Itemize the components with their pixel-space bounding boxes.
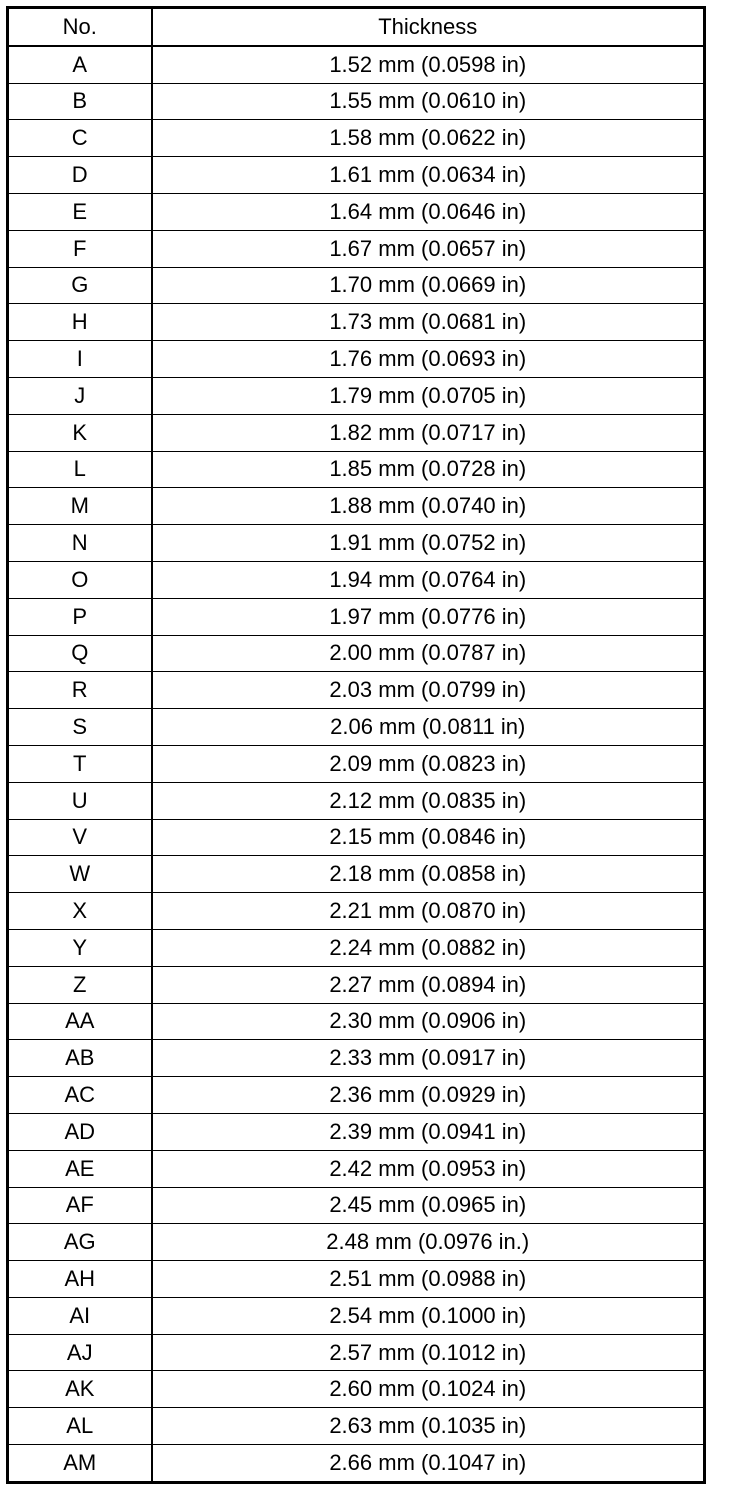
cell-thickness: 1.82 mm (0.0717 in) xyxy=(152,414,705,451)
cell-thickness: 2.60 mm (0.1024 in) xyxy=(152,1371,705,1408)
cell-no: AL xyxy=(8,1408,152,1445)
cell-no: Z xyxy=(8,966,152,1003)
cell-thickness: 2.21 mm (0.0870 in) xyxy=(152,893,705,930)
table-row xyxy=(8,1297,705,1334)
cell-thickness: 2.30 mm (0.0906 in) xyxy=(152,1003,705,1040)
table-row xyxy=(8,782,705,819)
table-row xyxy=(8,1334,705,1371)
cell-thickness: 1.52 mm (0.0598 in) xyxy=(152,46,705,83)
thickness-table xyxy=(6,6,706,1484)
cell-thickness: 1.76 mm (0.0693 in) xyxy=(152,341,705,378)
table-row xyxy=(8,451,705,488)
table-row xyxy=(8,1150,705,1187)
table-row xyxy=(8,46,705,83)
cell-thickness: 2.00 mm (0.0787 in) xyxy=(152,635,705,672)
cell-thickness: 2.66 mm (0.1047 in) xyxy=(152,1445,705,1483)
cell-thickness: 2.57 mm (0.1012 in) xyxy=(152,1334,705,1371)
cell-thickness: 1.67 mm (0.0657 in) xyxy=(152,230,705,267)
table-row xyxy=(8,561,705,598)
cell-no: AB xyxy=(8,1040,152,1077)
table-row xyxy=(8,1040,705,1077)
table-row xyxy=(8,1077,705,1114)
table-row xyxy=(8,304,705,341)
cell-no: K xyxy=(8,414,152,451)
cell-thickness: 2.45 mm (0.0965 in) xyxy=(152,1187,705,1224)
cell-thickness: 2.36 mm (0.0929 in) xyxy=(152,1077,705,1114)
table-row xyxy=(8,120,705,157)
cell-thickness: 2.09 mm (0.0823 in) xyxy=(152,745,705,782)
cell-thickness: 2.51 mm (0.0988 in) xyxy=(152,1261,705,1298)
cell-no: R xyxy=(8,672,152,709)
cell-thickness: 2.15 mm (0.0846 in) xyxy=(152,819,705,856)
table-row xyxy=(8,525,705,562)
table-row xyxy=(8,745,705,782)
cell-no: S xyxy=(8,709,152,746)
cell-thickness: 1.61 mm (0.0634 in) xyxy=(152,157,705,194)
cell-no: P xyxy=(8,598,152,635)
cell-thickness: 2.33 mm (0.0917 in) xyxy=(152,1040,705,1077)
cell-no: Y xyxy=(8,929,152,966)
table-row xyxy=(8,1445,705,1483)
cell-no: M xyxy=(8,488,152,525)
cell-thickness: 1.55 mm (0.0610 in) xyxy=(152,83,705,120)
cell-no: E xyxy=(8,193,152,230)
table-row xyxy=(8,83,705,120)
cell-no: I xyxy=(8,341,152,378)
cell-no: J xyxy=(8,377,152,414)
cell-thickness: 2.54 mm (0.1000 in) xyxy=(152,1297,705,1334)
cell-no: AG xyxy=(8,1224,152,1261)
cell-thickness: 1.94 mm (0.0764 in) xyxy=(152,561,705,598)
table-row xyxy=(8,1261,705,1298)
table-row xyxy=(8,267,705,304)
table-header-row xyxy=(8,8,705,46)
cell-thickness: 1.97 mm (0.0776 in) xyxy=(152,598,705,635)
cell-no: F xyxy=(8,230,152,267)
cell-thickness: 2.27 mm (0.0894 in) xyxy=(152,966,705,1003)
table-row xyxy=(8,1408,705,1445)
cell-no: AC xyxy=(8,1077,152,1114)
cell-thickness: 1.73 mm (0.0681 in) xyxy=(152,304,705,341)
cell-no: X xyxy=(8,893,152,930)
cell-thickness: 2.03 mm (0.0799 in) xyxy=(152,672,705,709)
cell-no: AA xyxy=(8,1003,152,1040)
cell-thickness: 2.63 mm (0.1035 in) xyxy=(152,1408,705,1445)
table-row xyxy=(8,488,705,525)
table-row xyxy=(8,709,705,746)
table-row xyxy=(8,157,705,194)
table-row xyxy=(8,598,705,635)
cell-no: Q xyxy=(8,635,152,672)
table-row xyxy=(8,1187,705,1224)
cell-no: T xyxy=(8,745,152,782)
cell-thickness: 2.12 mm (0.0835 in) xyxy=(152,782,705,819)
cell-thickness: 2.24 mm (0.0882 in) xyxy=(152,929,705,966)
cell-thickness: 2.39 mm (0.0941 in) xyxy=(152,1113,705,1150)
cell-no: H xyxy=(8,304,152,341)
cell-no: AD xyxy=(8,1113,152,1150)
cell-thickness: 2.06 mm (0.0811 in) xyxy=(152,709,705,746)
cell-thickness: 1.58 mm (0.0622 in) xyxy=(152,120,705,157)
cell-no: B xyxy=(8,83,152,120)
cell-no: C xyxy=(8,120,152,157)
cell-thickness: 1.88 mm (0.0740 in) xyxy=(152,488,705,525)
table-body xyxy=(8,46,705,1483)
table-row xyxy=(8,672,705,709)
table-row xyxy=(8,856,705,893)
table-row xyxy=(8,377,705,414)
cell-no: G xyxy=(8,267,152,304)
table-row xyxy=(8,1371,705,1408)
cell-no: O xyxy=(8,561,152,598)
cell-thickness: 2.42 mm (0.0953 in) xyxy=(152,1150,705,1187)
cell-thickness: 2.48 mm (0.0976 in.) xyxy=(152,1224,705,1261)
cell-no: AM xyxy=(8,1445,152,1483)
cell-thickness: 1.91 mm (0.0752 in) xyxy=(152,525,705,562)
cell-no: AI xyxy=(8,1297,152,1334)
cell-no: AH xyxy=(8,1261,152,1298)
cell-thickness: 1.79 mm (0.0705 in) xyxy=(152,377,705,414)
table-row xyxy=(8,893,705,930)
table-row xyxy=(8,1003,705,1040)
table-row xyxy=(8,341,705,378)
cell-no: AK xyxy=(8,1371,152,1408)
table-row xyxy=(8,193,705,230)
cell-no: V xyxy=(8,819,152,856)
table-row xyxy=(8,635,705,672)
table-row xyxy=(8,414,705,451)
cell-no: AE xyxy=(8,1150,152,1187)
table-row xyxy=(8,1224,705,1261)
table-row xyxy=(8,230,705,267)
cell-thickness: 1.64 mm (0.0646 in) xyxy=(152,193,705,230)
header-thickness: Thickness xyxy=(152,8,705,46)
cell-no: U xyxy=(8,782,152,819)
cell-no: L xyxy=(8,451,152,488)
table-row xyxy=(8,966,705,1003)
table-row xyxy=(8,929,705,966)
cell-no: D xyxy=(8,157,152,194)
cell-thickness: 2.18 mm (0.0858 in) xyxy=(152,856,705,893)
cell-thickness: 1.85 mm (0.0728 in) xyxy=(152,451,705,488)
table-row xyxy=(8,1113,705,1150)
cell-no: AF xyxy=(8,1187,152,1224)
cell-no: A xyxy=(8,46,152,83)
header-no: No. xyxy=(8,8,152,46)
cell-no: W xyxy=(8,856,152,893)
cell-thickness: 1.70 mm (0.0669 in) xyxy=(152,267,705,304)
cell-no: N xyxy=(8,525,152,562)
cell-no: AJ xyxy=(8,1334,152,1371)
table-row xyxy=(8,819,705,856)
